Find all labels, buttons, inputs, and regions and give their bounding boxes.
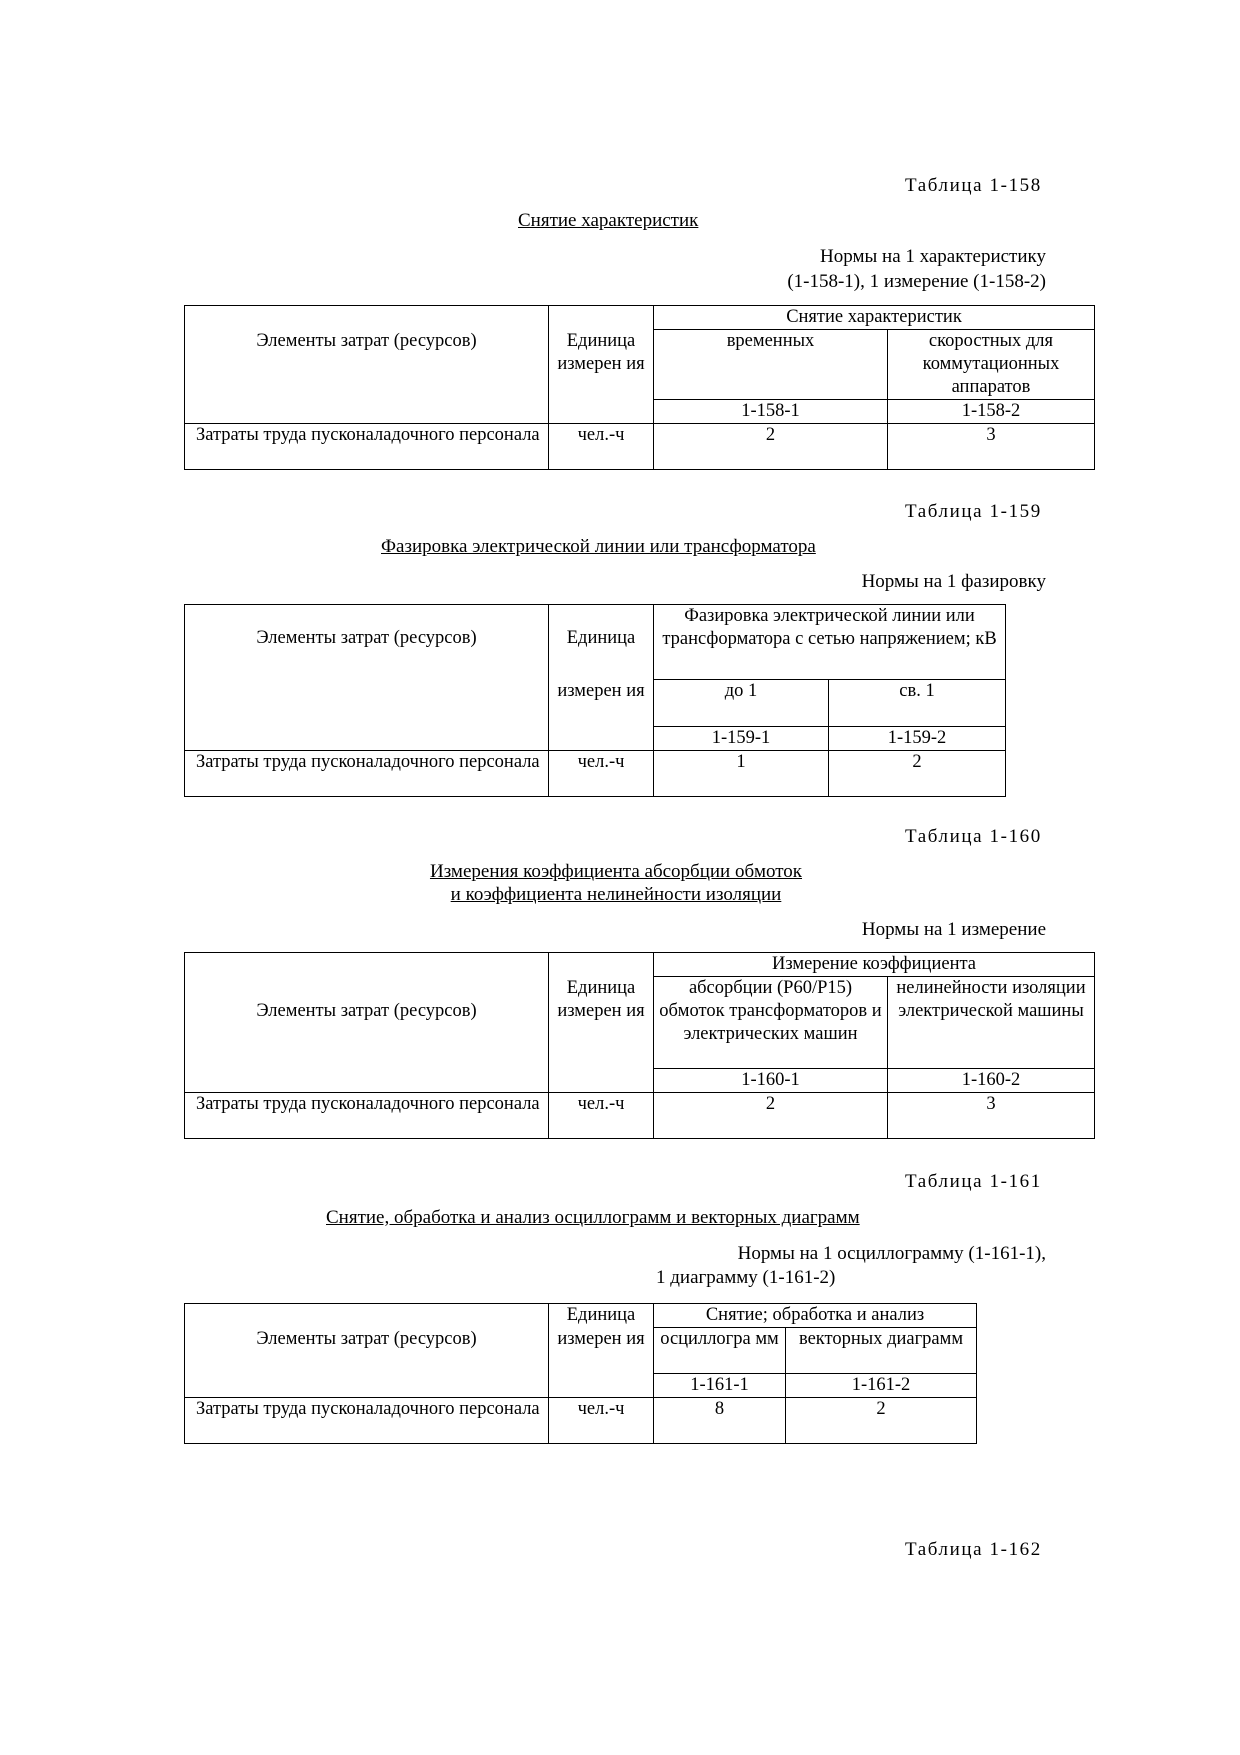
table-1-161-caption: Таблица 1-161 [905,1171,1042,1192]
table-1-159-title: Фазировка электрической линии или трансформатора [381,536,816,557]
header-elements-bottom [185,1374,549,1398]
row-unit: чел.-ч [549,751,654,797]
header-unit-bottom [549,1069,654,1093]
row-unit: чел.-ч [549,1398,654,1444]
row-value-1: 8 [654,1398,786,1444]
table-1-161-norm-line-1: Нормы на 1 осциллограмму (1-161-1), [737,1243,1046,1264]
header-sub-1: осциллогра мм [654,1328,786,1374]
header-elements-bottom [185,1069,549,1093]
table-1-160 [184,952,1095,1139]
header-group: Измерение коэффициента [654,953,1095,977]
table-1-158-title: Снятие характеристик [518,210,699,231]
row-label: Затраты труда пусконаладочного персонала [185,1093,549,1139]
header-unit-bottom: измерен ия [549,1328,654,1374]
table-1-161-title: Снятие, обработка и анализ осциллограмм и векторных диаграмм [326,1207,860,1228]
table-1-159-caption: Таблица 1-159 [905,501,1042,522]
header-sub-2: нелинейности изоляции электрической машины [888,977,1095,1069]
header-elements-bottom [185,727,549,751]
header-unit-top [549,306,654,330]
table-1-160-caption: Таблица 1-160 [905,826,1042,847]
header-group: Фазировка электрической линии или трансформатора с сетью напряжением; кВ [654,605,1006,680]
header-sub-2: скоростных для коммутационных аппаратов [888,330,1095,400]
code-2: 1-161-2 [786,1374,977,1398]
header-unit-bottom [549,400,654,424]
header-unit-top: Единица [549,1304,654,1328]
row-value-2: 2 [786,1398,977,1444]
row-value-1: 1 [654,751,829,797]
row-unit: чел.-ч [549,424,654,470]
row-value-1: 2 [654,424,888,470]
header-elements-top [185,1304,549,1328]
header-unit-end [549,727,654,751]
table-1-159-norm-line-1: Нормы на 1 фазировку [861,571,1046,592]
row-label: Затраты труда пусконаладочного персонала [185,751,549,797]
code-1: 1-159-1 [654,727,829,751]
code-1: 1-160-1 [654,1069,888,1093]
row-value-2: 2 [829,751,1006,797]
header-elements-top [185,953,549,977]
table-1-161 [184,1303,977,1444]
code-2: 1-158-2 [888,400,1095,424]
code-1: 1-161-1 [654,1374,786,1398]
table-1-158-caption: Таблица 1-158 [905,175,1042,196]
header-sub-2: векторных диаграмм [786,1328,977,1374]
header-unit-end [549,1374,654,1398]
code-2: 1-160-2 [888,1069,1095,1093]
header-sub-2: св. 1 [829,680,1006,727]
header-group: Снятие; обработка и анализ [654,1304,977,1328]
header-unit: Единица измерен ия [549,977,654,1069]
header-elements-mid [185,680,549,727]
header-elements: Элементы затрат (ресурсов) [185,330,549,400]
table-1-160-title-line-1: Измерения коэффициента абсорбции обмоток [429,861,803,882]
table-1-160-title-line-2: и коэффициента нелинейности изоляции [450,884,782,905]
header-sub-1: до 1 [654,680,829,727]
row-value-2: 3 [888,424,1095,470]
code-1: 1-158-1 [654,400,888,424]
header-elements-top [185,306,549,330]
header-sub-1: временных [654,330,888,400]
row-value-2: 3 [888,1093,1095,1139]
table-1-158 [184,305,1095,470]
header-unit: Единица измерен ия [549,330,654,400]
header-sub-1: абсорбции (Р60/Р15) обмоток трансформаторов и электрических машин [654,977,888,1069]
table-1-162-caption: Таблица 1-162 [905,1539,1042,1560]
row-unit: чел.-ч [549,1093,654,1139]
table-1-159 [184,604,1006,797]
header-unit-bottom: измерен ия [549,680,654,727]
row-value-1: 2 [654,1093,888,1139]
table-1-158-norm-line-1: Нормы на 1 характеристику [820,246,1046,267]
header-elements: Элементы затрат (ресурсов) [185,1328,549,1374]
header-elements: Элементы затрат (ресурсов) [185,605,549,680]
row-label: Затраты труда пусконаладочного персонала [185,1398,549,1444]
table-1-160-norm-line-1: Нормы на 1 измерение [861,919,1046,940]
row-label: Затраты труда пусконаладочного персонала [185,424,549,470]
table-1-161-norm-line-2: 1 диаграмму (1-161-2) [656,1267,836,1288]
table-1-158-norm-line-2: (1-158-1), 1 измерение (1-158-2) [787,271,1046,292]
header-group: Снятие характеристик [654,306,1095,330]
code-2: 1-159-2 [829,727,1006,751]
header-elements-bottom [185,400,549,424]
header-unit-top [549,953,654,977]
header-elements: Элементы затрат (ресурсов) [185,977,549,1069]
header-unit-top: Единица [549,605,654,680]
